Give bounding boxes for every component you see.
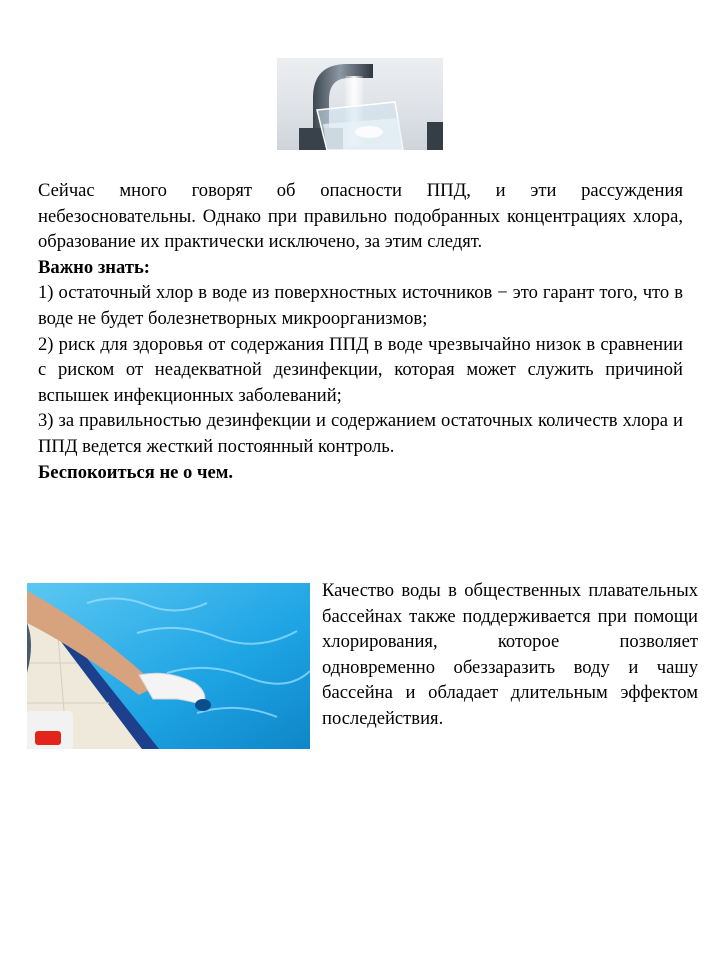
faucet-water-glass-photo — [277, 58, 443, 150]
important-heading: Важно знать: — [38, 256, 150, 278]
pool-paragraph: Качество воды в общественных плавательных бассейнах также поддерживается при помощи хлорирования, которое позволяет одновременно обеззаразить воду и чашу бассейна и обладает длительным эффектом последействия. — [322, 580, 698, 729]
intro-paragraph: Сейчас много говорят об опасности ППД, и эти рассуждения небезосновательны. Однако при правильно подобранных концентрациях хлора, образование их практически исключено, за этим следят. — [38, 180, 683, 253]
pool-illustration — [27, 583, 310, 749]
pool-water-testing-photo — [27, 583, 310, 749]
main-text-block — [38, 178, 683, 485]
point-2: 2) риск для здоровья от содержания ППД в воде чрезвычайно низок в сравнении с риском от неадекватной дезинфекции, которая может служить причиной вспышек инфекционных заболеваний; — [38, 333, 683, 406]
point-3: 3) за правильностью дезинфекции и содержанием остаточных количеств хлора и ППД ведется жесткий постоянный контроль. — [38, 410, 683, 457]
side-text-block — [322, 578, 698, 732]
point-1: 1) остаточный хлор в воде из поверхностных источников − это гарант того, что в воде не будет болезнетворных микроорганизмов; — [38, 282, 683, 329]
conclusion: Беспокоиться не о чем. — [38, 461, 234, 483]
faucet-illustration — [277, 58, 443, 150]
